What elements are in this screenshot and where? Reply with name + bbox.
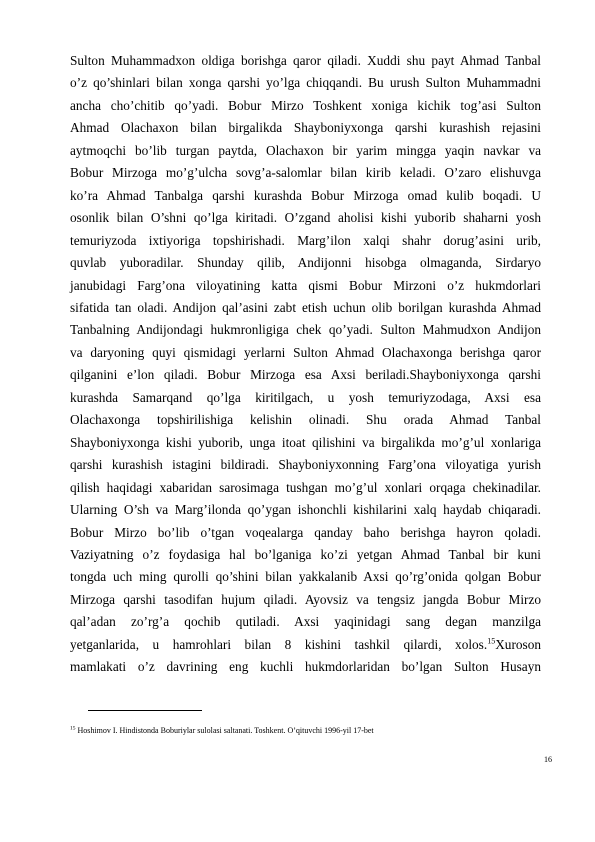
text-line: qilganini e’lon qiladi. Bobur Mirzoga esa Axsi beriladi.Shayboniyxonga qarshi bbox=[70, 367, 541, 383]
text-line: qarshi kurashish istagini bildiradi. Shayboniyxonning Farg’ona viloyatiga yurish bbox=[70, 457, 541, 473]
text-line: tongda uch ming qurolli qo’shini bilan yakkalanib Axsi qo’rg’onida qolgan Bobur bbox=[70, 569, 541, 585]
text-line: o’z qo’shinlari bilan xonga qarshi yo’lga chiqqandi. Bu urush Sulton Muhammadni bbox=[70, 75, 541, 91]
text-line: janubidagi Farg’ona viloyatining katta qismi Bobur Mirzoni o’z hukmdorlari bbox=[70, 277, 541, 293]
page-number: 16 bbox=[544, 755, 552, 764]
footnote-separator bbox=[88, 710, 202, 711]
text-line: Vaziyatning o’z foydasiga hal bo’lganiga ko’zi yetgan Ahmad Tanbal bir kuni bbox=[70, 546, 541, 562]
text-line: va daryoning quyi qismidagi yerlarni Sulton Ahmad Olachaxonga berishga qaror bbox=[70, 344, 541, 360]
text-line: Ahmad Olachaxon bilan birgalikda Shayboniyxonga qarshi kurashish rejasini bbox=[70, 120, 541, 136]
document-page bbox=[70, 50, 541, 679]
text-line: Bobur Mirzo bo’lib o’tgan voqealarga qanday baho berishga hayron qoladi. bbox=[70, 524, 541, 540]
text-line: sifatida tan oladi. Andijon qal’asini zabt etish uchun olib borilgan kurashda Ahmad bbox=[70, 299, 541, 315]
main-paragraph bbox=[70, 50, 541, 679]
text-line: Mirzoga qarshi tasodifan hujum qiladi. Ayovsiz va tengsiz jangda Bobur Mirzo bbox=[70, 591, 541, 607]
text-line: Tanbalning Andijondagi hukmronligiga chek qo’yadi. Sulton Mahmudxon Andijon bbox=[70, 322, 541, 338]
footnote bbox=[70, 726, 541, 736]
text-line: yetganlarida, u hamrohlari bilan 8 kishini tashkil qilardi, xolos.$^{15}$Xuroson bbox=[70, 636, 541, 652]
footnote-reference: 15 bbox=[487, 636, 496, 646]
text-line: aytmoqchi bo’lib turgan paytda, Olachaxon bir yarim mingga yaqin navkar va bbox=[70, 142, 541, 158]
footnote-text: Hoshimov I. Hindistonda Boburiylar sulolasi saltanati. Toshkent. O’qituvchi 1996-yil 17-bet bbox=[75, 726, 374, 735]
text-line: osonlik bilan O’shni qo’lga kiritadi. O’zgand aholisi kishi yuborib shaharni yosh bbox=[70, 210, 541, 226]
text-line: kurashda Samarqand qo’lga kiritilgach, u yosh temuriyzodaga, Axsi esa bbox=[70, 389, 541, 405]
text-continuation: Xuroson bbox=[495, 636, 541, 652]
text-line: Bobur Mirzoga mo’g’ulcha sovg’a-salomlar bilan kirib keladi. O’zaro elishuvga bbox=[70, 165, 541, 181]
text-line: qal’adan zo’rg’a qochib qutiladi. Axsi yaqinidagi sang degan manzilga bbox=[70, 614, 541, 630]
text-line: qilish haqidagi xabaridan sarosimaga tushgan mo’g’ul xonlari orqaga chekinadilar. bbox=[70, 479, 541, 495]
footnote-marker: 15 bbox=[70, 725, 76, 732]
text-line: quvlab yuboradilar. Shunday qilib, Andijonni hisobga olmaganda, Sirdaryo bbox=[70, 255, 541, 271]
text-line: temuriyzoda ixtiyoriga topshirishadi. Marg’ilon xalqi shahr dorug’asini urib, bbox=[70, 232, 541, 248]
text-line: ancha cho’chitib qo’yadi. Bobur Mirzo Toshkent xoniga kichik tog’asi Sulton bbox=[70, 97, 541, 113]
text-line: Ularning O’sh va Marg’ilonda qo’ygan ishonchli kishilarini xalq haydab chiqaradi. bbox=[70, 502, 541, 518]
text-line: Shayboniyxonga kishi yuborib, unga itoat qilishini va birgalikda mo’g’ul xonlariga bbox=[70, 434, 541, 450]
text-line: Olachaxonga topshirilishiga kelishin olinadi. Shu orada Ahmad Tanbal bbox=[70, 412, 541, 428]
text-line: ko’ra Ahmad Tanbalga qarshi kurashda Bobur Mirzoga omad kulib boqadi. U bbox=[70, 187, 541, 203]
text-line: mamlakati o’z davrining eng kuchli hukmdorlaridan bo’lgan Sulton Husayn bbox=[70, 659, 541, 675]
text-line: Sulton Muhammadxon oldiga borishga qaror qiladi. Xuddi shu payt Ahmad Tanbal bbox=[70, 53, 541, 68]
